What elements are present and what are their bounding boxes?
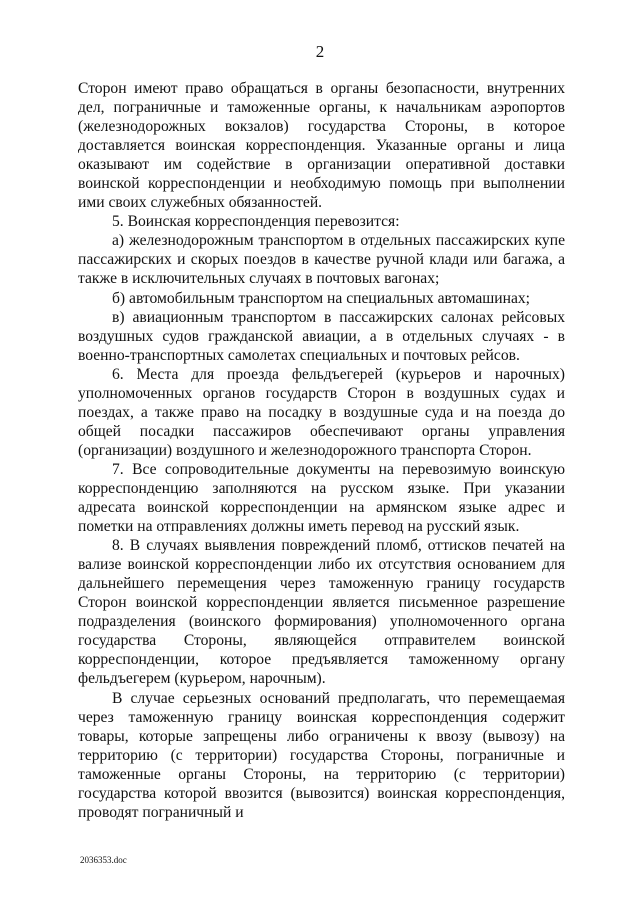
paragraph-item-6: 6. Места для проезда фельдъегерей (курьеров и нарочных) уполномоченных органов государств Сторон в воздушных судах и поездах, а также право на посадку в воздушные суда и на поезда до общей посадки пассажиров обеспечивают органы управления (организации) воздушного и железнодорожного транспорта Сторон. bbox=[78, 365, 565, 459]
page-number: 2 bbox=[315, 42, 325, 61]
paragraph-item-5b: б) автомобильным транспортом на специальных автомашинах; bbox=[112, 289, 530, 307]
paragraph-continuation: Сторон имеют право обращаться в органы безопасности, внутренних дел, пограничные и таможенные органы, к начальникам аэропортов (железнодорожных вокзалов) государства Стороны, в которое доставляется воинская корреспонденция. Указанные органы и лица оказывают им содействие в организации оперативной доставки воинской корреспонденции и необходимую помощь при выполнении ими своих служебных обязанностей. bbox=[78, 80, 565, 212]
document-filename: 2036353.doc bbox=[80, 855, 127, 865]
paragraph-item-5a: а) железнодорожным транспортом в отдельных пассажирских купе пассажирских и скорых поездов в качестве ручной клади или багажа, а также в исключительных случаях в почтовых вагонах; bbox=[78, 232, 565, 288]
paragraph-item-5: 5. Воинская корреспонденция перевозится: bbox=[112, 213, 400, 231]
paragraph-item-7: 7. Все сопроводительные документы на перевозимую воинскую корреспонденцию заполняются на русском языке. При указании адресата воинской корреспонденции на армянском языке адрес и пометки на отправлениях должны иметь перевод на русский язык. bbox=[78, 460, 565, 536]
paragraph-item-8: 8. В случаях выявления повреждений пломб, оттисков печатей на вализе воинской корреспонденции либо их отсутствия основанием для дальнейшего перемещения через таможенную границу государств Сторон воинской корреспонденции является письменное разрешение подразделения (воинского формирования) уполномоченного органа государства Стороны, являющейся отправителем воинской корреспонденции, которое предъявляется таможенному органу фельдъегерем (курьером, нарочным). bbox=[78, 537, 565, 688]
paragraph-item-5c: в) авиационным транспортом в пассажирских салонах рейсовых воздушных судов гражданской авиации, а в отдельных случаях - в военно-транспортных самолетах специальных и почтовых рейсов. bbox=[78, 308, 565, 364]
document-body bbox=[78, 79, 565, 822]
paragraph-item-8-continued: В случае серьезных оснований предполагать, что перемещаемая через таможенную границу воинская корреспонденция содержит товары, которые запрещены либо ограничены к ввозу (вывозу) на территорию (с территории) государства Стороны, пограничные и таможенные органы Стороны, на территорию (с территории) государства которой ввозится (вывозится) воинская корреспонденция, проводят пограничный и bbox=[78, 689, 565, 821]
